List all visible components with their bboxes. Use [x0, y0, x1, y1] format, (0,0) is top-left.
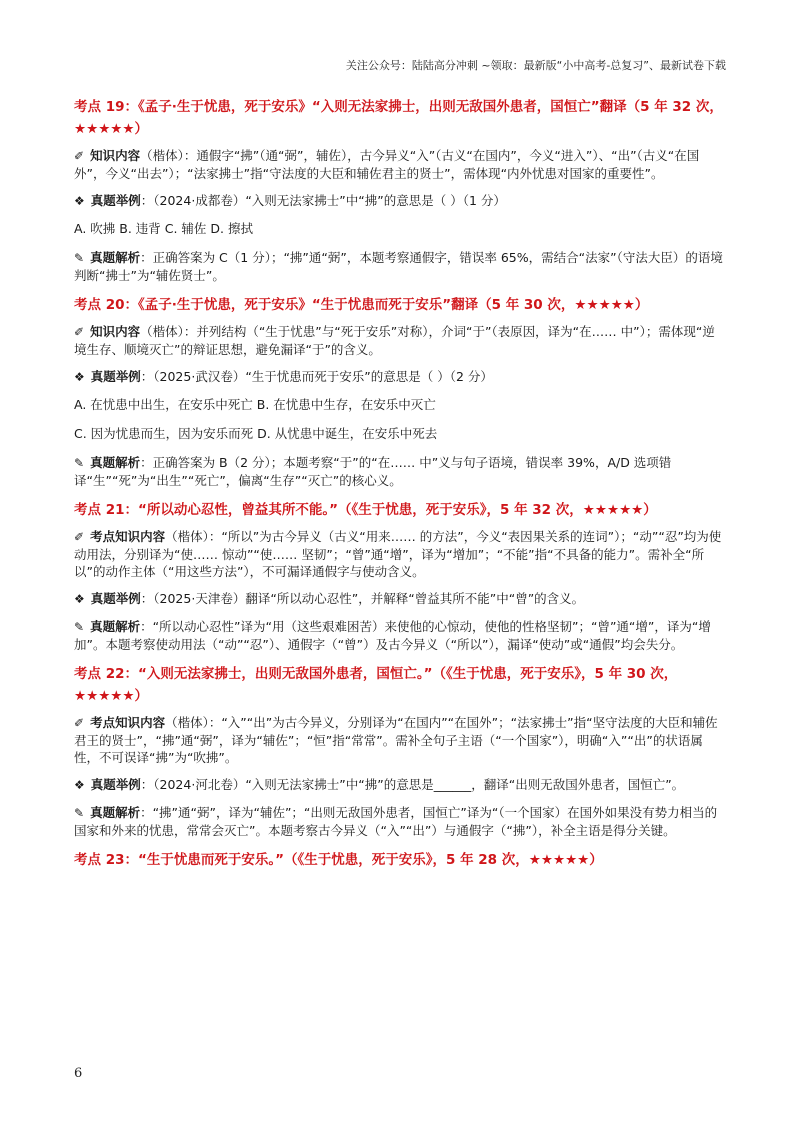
pen-icon: ✎: [74, 620, 85, 634]
analysis-label: 真题解析: [90, 619, 141, 634]
pencil-icon: ✐: [74, 325, 85, 339]
diamond-bullet-icon: ❖: [74, 370, 85, 384]
kp-20-example: [74, 368, 726, 386]
example-text: ：（2025·天津卷）翻译“所以动心忍性”，并解释“曾益其所不能”中“曾”的含义。: [140, 591, 585, 606]
knowledge-text: （楷体）：通假字“拂”（通“弼”，辅佐），古今异义“入”（古义“在国内”，今义“进入”）、“出”（古义“在国外”，今义“出去”）；“法家拂士”指“守法度的大臣和辅佐君主的贤士”，需体现“内外忧患对国家的重要性”。: [74, 148, 700, 181]
kp-22-title: 考点 22：“入则无法家拂士，出则无敌国外患者，国恒亡。”（《生于忧患，死于安乐》，5 年 30 次，★★★★★）: [74, 666, 678, 704]
kp-21-knowledge: [74, 528, 726, 580]
analysis-label: 真题解析: [90, 455, 141, 470]
pencil-icon: ✐: [74, 716, 85, 730]
diamond-bullet-icon: ❖: [74, 194, 85, 208]
example-text: ：（2024·成都卷）“入则无法家拂士”中“拂”的意思是（ ）（1 分）: [140, 193, 506, 208]
kp-19-title: 考点 19：《孟子·生于忧患，死于安乐》“入则无法家拂士，出则无敌国外患者，国恒亡”翻译（5 年 32 次，★★★★★）: [74, 99, 723, 137]
analysis-label: 真题解析: [90, 250, 141, 265]
example-text: ：（2024·河北卷）“入则无法家拂士”中“拂”的意思是______，翻译“出则无敌国外患者，国恒亡”。: [140, 777, 685, 792]
kp-21-analysis: [74, 618, 726, 653]
knowledge-label: 考点知识内容: [90, 529, 166, 544]
analysis-text: ：正确答案为 C（1 分）；“拂”通“弼”，本题考察通假字，错误率 65%，需结合“法家”（守法大臣）的语境判断“拂士”为“辅佐贤士”。: [74, 250, 723, 283]
knowledge-label: 知识内容: [90, 324, 141, 339]
example-label: 真题举例: [90, 591, 141, 606]
diamond-bullet-icon: ❖: [74, 778, 85, 792]
kp-19-knowledge: [74, 147, 726, 182]
analysis-label: 真题解析: [90, 805, 141, 820]
page-header: 关注公众号：陆陆高分冲刺 ~领取：最新版“小中高考-总复习”、最新试卷下载: [345, 59, 726, 72]
kp-20-knowledge: [74, 323, 726, 358]
knowledge-label: 考点知识内容: [90, 715, 166, 730]
kp-19-example: [74, 192, 726, 210]
document-body: [74, 96, 726, 878]
knowledge-text: （楷体）：“所以”为古今异义（古义“用来…… 的方法”，今义“表因果关系的连词”）；“动”“忍”均为使动用法，分别译为“使…… 惊动”“使…… 坚韧”；“曾”通“增”，译为“增加”；“不能”指“不具备的能力”。需补全“所以”的动作主体（“用这些方法”），不可漏译通假字与使动含义。: [74, 529, 722, 579]
knowledge-label: 知识内容: [90, 148, 141, 163]
knowledge-text: （楷体）：并列结构（“生于忧患”与“死于安乐”对称），介词“于”（表原因，译为“在…… 中”）；需体现“逆境生存、顺境灭亡”的辩证思想，避免漏译“于”的含义。: [74, 324, 715, 357]
analysis-text: ：正确答案为 B（2 分）；本题考察“于”的“在…… 中”义与句子语境，错误率 39%，A/D 选项错译“生”“死”为“出生”“死亡”，偏离“生存”“灭亡”的核心义。: [74, 455, 672, 488]
pencil-icon: ✐: [74, 530, 85, 544]
page-number: 6: [74, 1066, 83, 1081]
analysis-text: ：“所以动心忍性”译为“用（这些艰难困苦）来使他的心惊动，使他的性格坚韧”；“曾”通“增”，译为“增加”。本题考察使动用法（“动”“忍”）、通假字（“曾”）及古今异义（“所以”），漏译“使动”或“通假”均会失分。: [74, 619, 711, 652]
knowledge-text: （楷体）：“入”“出”为古今异义，分别译为“在国内”“在国外”；“法家拂士”指“坚守法度的大臣和辅佐君王的贤士”，“拂”通“弼”，译为“辅佐”；“恒”指“常常”。需补全句子主语（“一个国家”），明确“入”“出”的状语属性，不可误译“拂”为“吹拂”。: [74, 715, 718, 765]
pen-icon: ✎: [74, 456, 85, 470]
kp-23-title: 考点 23：“生于忧患而死于安乐。”（《生于忧患，死于安乐》，5 年 28 次，★★★★★）: [74, 852, 603, 868]
example-label: 真题举例: [90, 777, 141, 792]
diamond-bullet-icon: ❖: [74, 592, 85, 606]
kp-20-title: 考点 20：《孟子·生于忧患，死于安乐》“生于忧患而死于安乐”翻译（5 年 30 次，★★★★★）: [74, 297, 649, 313]
kp-21-title: 考点 21：“所以动心忍性，曾益其所不能。”（《生于忧患，死于安乐》，5 年 32 次，★★★★★）: [74, 502, 657, 518]
example-text: ：（2025·武汉卷）“生于忧患而死于安乐”的意思是（ ）（2 分）: [140, 369, 493, 384]
pen-icon: ✎: [74, 806, 85, 820]
kp-20-option-row-2: C. 因为忧患而生，因为安乐而死 D. 从忧患中诞生，在安乐中死去: [74, 426, 438, 441]
kp-22-analysis: [74, 804, 726, 839]
analysis-text: ：“拂”通“弼”，译为“辅佐”；“出则无敌国外患者，国恒亡”译为“（一个国家）在国外如果没有势力相当的国家和外来的忧患，常常会灭亡”。本题考察古今异义（“入”“出”）与通假字（“拂”），补全主语是得分关键。: [74, 805, 718, 838]
kp-19-analysis: [74, 249, 726, 284]
kp-22-example: [74, 776, 726, 794]
kp-20-analysis: [74, 454, 726, 489]
kp-20-option-row-1: A. 在忧患中出生，在安乐中死亡 B. 在忧患中生存，在安乐中灭亡: [74, 397, 436, 412]
example-label: 真题举例: [90, 193, 141, 208]
kp-19-options: A. 吹拂 B. 违背 C. 辅佐 D. 擦拭: [74, 221, 253, 236]
kp-22-knowledge: [74, 714, 726, 766]
kp-21-example: [74, 590, 726, 608]
example-label: 真题举例: [90, 369, 141, 384]
pen-icon: ✎: [74, 251, 85, 265]
pencil-icon: ✐: [74, 149, 85, 163]
